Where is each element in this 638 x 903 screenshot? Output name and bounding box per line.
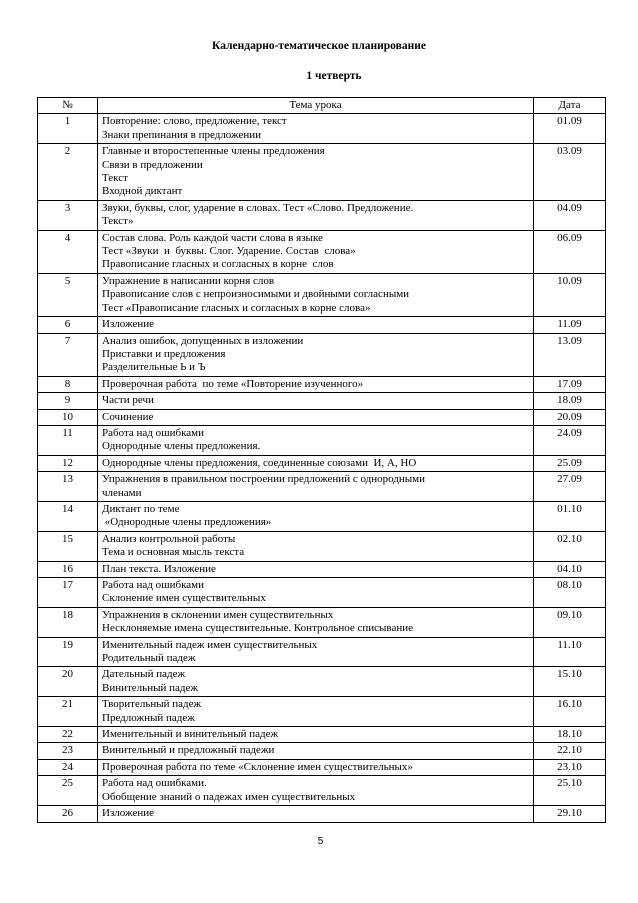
lesson-topic-line: Проверочная работа по теме «Повторение изученного» <box>102 377 364 390</box>
lesson-number: 22 <box>38 727 98 743</box>
lesson-date: 18.10 <box>534 727 606 743</box>
table-row <box>38 531 606 561</box>
lesson-topic-line: Главные и второстепенные члены предложения <box>102 145 325 158</box>
header-number: № <box>38 98 98 114</box>
lesson-number: 7 <box>38 333 98 376</box>
lesson-number: 11 <box>38 425 98 455</box>
lesson-number: 17 <box>38 578 98 608</box>
lesson-date: 16.10 <box>534 697 606 727</box>
lesson-number: 12 <box>38 455 98 471</box>
lesson-topic-line: членами <box>102 486 142 499</box>
lesson-date: 18.09 <box>534 393 606 409</box>
table-row <box>38 200 606 230</box>
table-row <box>38 317 606 333</box>
lesson-number: 9 <box>38 393 98 409</box>
lesson-date: 25.10 <box>534 776 606 806</box>
table-row <box>38 333 606 376</box>
lesson-topic <box>98 409 534 425</box>
lesson-number: 4 <box>38 230 98 273</box>
lesson-topic <box>98 776 534 806</box>
lesson-topic <box>98 273 534 316</box>
lesson-date: 11.10 <box>534 637 606 667</box>
table-row <box>38 114 606 144</box>
lesson-topic-line: Работа над ошибками. <box>102 777 207 790</box>
table-row <box>38 455 606 471</box>
lesson-number: 14 <box>38 501 98 531</box>
lesson-topic-line: Родительный падеж <box>102 652 196 665</box>
table-row <box>38 727 606 743</box>
lesson-number: 25 <box>38 776 98 806</box>
lesson-topic-line: Приставки и предложения <box>102 347 226 360</box>
lesson-number: 2 <box>38 144 98 201</box>
lesson-number: 13 <box>38 472 98 502</box>
lesson-topic <box>98 333 534 376</box>
lesson-number: 24 <box>38 759 98 775</box>
table-row <box>38 637 606 667</box>
lesson-date: 02.10 <box>534 531 606 561</box>
lesson-topic-line: Диктант по теме <box>102 502 180 515</box>
lesson-topic-line: Несклоняемые имена существительные. Контрольное списывание <box>102 622 414 635</box>
table-row <box>38 697 606 727</box>
lesson-number: 18 <box>38 607 98 637</box>
table-row <box>38 561 606 577</box>
lesson-date: 04.09 <box>534 200 606 230</box>
lesson-date: 06.09 <box>534 230 606 273</box>
lesson-topic-line: Упражнения в склонении имен существительных <box>102 608 334 621</box>
lesson-topic-line: «Однородные члены предложения» <box>102 516 272 529</box>
table-row <box>38 607 606 637</box>
page-number: 5 <box>317 836 324 847</box>
lesson-topic <box>98 607 534 637</box>
lesson-date: 20.09 <box>534 409 606 425</box>
table-header-row <box>38 98 606 114</box>
lesson-topic <box>98 743 534 759</box>
table-row <box>38 743 606 759</box>
lesson-topic-line: Склонение имен существительных <box>102 592 266 605</box>
lesson-topic-line: План текста. Изложение <box>102 562 216 575</box>
lesson-topic <box>98 561 534 577</box>
table-row <box>38 409 606 425</box>
lesson-topic-line: Входной диктант <box>102 185 183 198</box>
lesson-topic-line: Тест «Звуки и буквы. Слог. Ударение. Состав слова» <box>102 245 356 258</box>
table-row <box>38 393 606 409</box>
lesson-topic-line: Анализ ошибок, допущенных в изложении <box>102 334 304 347</box>
lesson-topic-line: Состав слова. Роль каждой части слова в языке <box>102 231 323 244</box>
lesson-topic <box>98 425 534 455</box>
lesson-topic <box>98 697 534 727</box>
lesson-topic-line: Текст <box>102 172 128 185</box>
lesson-date: 15.10 <box>534 667 606 697</box>
lesson-topic-line: Повторение: слово, предложение, текст <box>102 115 287 128</box>
table-row <box>38 776 606 806</box>
lesson-number: 23 <box>38 743 98 759</box>
lesson-topic <box>98 200 534 230</box>
lesson-topic-line: Связи в предложении <box>102 158 203 171</box>
lesson-topic <box>98 531 534 561</box>
lesson-number: 20 <box>38 667 98 697</box>
lesson-date: 01.10 <box>534 501 606 531</box>
lesson-topic <box>98 501 534 531</box>
lesson-topic-line: Знаки препинания в предложении <box>102 128 262 141</box>
table-row <box>38 230 606 273</box>
lesson-topic <box>98 455 534 471</box>
lesson-number: 19 <box>38 637 98 667</box>
lesson-topic <box>98 376 534 392</box>
lesson-date: 17.09 <box>534 376 606 392</box>
table-row <box>38 501 606 531</box>
lesson-number: 16 <box>38 561 98 577</box>
lesson-topic-line: Изложение <box>102 318 154 331</box>
table-row <box>38 578 606 608</box>
table-row <box>38 376 606 392</box>
lesson-number: 5 <box>38 273 98 316</box>
header-date: Дата <box>534 98 606 114</box>
lesson-date: 04.10 <box>534 561 606 577</box>
lesson-topic <box>98 317 534 333</box>
lesson-topic <box>98 759 534 775</box>
lesson-topic-line: Текст» <box>102 215 134 228</box>
lesson-topic-line: Части речи <box>102 394 154 407</box>
table-row <box>38 759 606 775</box>
lesson-topic <box>98 230 534 273</box>
lesson-topic <box>98 637 534 667</box>
lesson-date: 08.10 <box>534 578 606 608</box>
lesson-topic-line: Однородные члены предложения, соединенные союзами И, А, НО <box>102 456 417 469</box>
lesson-number: 15 <box>38 531 98 561</box>
lesson-topic-line: Винительный и предложный падежи <box>102 744 275 757</box>
lesson-date: 22.10 <box>534 743 606 759</box>
lesson-topic-line: Сочинение <box>102 410 154 423</box>
lesson-topic-line: Работа над ошибками <box>102 426 205 439</box>
lesson-number: 1 <box>38 114 98 144</box>
lesson-date: 09.10 <box>534 607 606 637</box>
lesson-topic-line: Именительный падеж имен существительных <box>102 638 318 651</box>
lesson-topic-line: Разделительные Ь и Ъ <box>102 361 206 374</box>
lesson-number: 6 <box>38 317 98 333</box>
lesson-date: 13.09 <box>534 333 606 376</box>
lesson-topic-line: Дательный падеж <box>102 668 186 681</box>
table-row <box>38 806 606 822</box>
lesson-topic <box>98 144 534 201</box>
lesson-topic <box>98 727 534 743</box>
lesson-number: 8 <box>38 376 98 392</box>
table-body <box>38 114 606 822</box>
lesson-topic <box>98 667 534 697</box>
lesson-topic <box>98 472 534 502</box>
lesson-date: 23.10 <box>534 759 606 775</box>
lesson-topic-line: Упражнение в написании корня слов <box>102 274 275 287</box>
table-row <box>38 144 606 201</box>
lesson-topic-line: Работа над ошибками <box>102 579 205 591</box>
lesson-date: 25.09 <box>534 455 606 471</box>
document-title: Календарно-тематическое планирование <box>212 40 426 52</box>
lesson-topic <box>98 114 534 144</box>
lesson-date: 24.09 <box>534 425 606 455</box>
lesson-topic-line: Упражнения в правильном построении предложений с однородными <box>102 473 426 486</box>
lesson-topic-line: Правописание слов с непроизносимыми и двойными согласными <box>102 288 410 301</box>
lesson-topic-line: Проверочная работа по теме «Склонение имен существительных» <box>102 760 413 773</box>
lesson-date: 10.09 <box>534 273 606 316</box>
lesson-number: 10 <box>38 409 98 425</box>
lesson-date: 11.09 <box>534 317 606 333</box>
lesson-topic-line: Предложный падеж <box>102 711 195 724</box>
quarter-subtitle: 1 четверть <box>306 70 362 82</box>
lesson-topic-line: Тест «Правописание гласных и согласных в корне слова» <box>102 301 371 314</box>
lesson-topic-line: Именительный и винительный падеж <box>102 728 279 741</box>
lesson-topic-line: Правописание гласных и согласных в корне слов <box>102 258 334 271</box>
lesson-topic <box>98 806 534 822</box>
lesson-topic-line: Звуки, буквы, слог, ударение в словах. Тест «Слово. Предложение. <box>102 201 414 214</box>
lesson-topic-line: Творительный падеж <box>102 698 202 711</box>
table-row <box>38 667 606 697</box>
table-row <box>38 425 606 455</box>
lesson-topic-line: Анализ контрольной работы <box>102 532 236 545</box>
lesson-topic-line: Обобщение знаний о падежах имен существительных <box>102 790 356 803</box>
lesson-number: 21 <box>38 697 98 727</box>
table-row <box>38 472 606 502</box>
lesson-plan-table <box>37 97 606 823</box>
lesson-topic <box>98 578 534 608</box>
lesson-topic-line: Тема и основная мысль текста <box>102 546 245 559</box>
lesson-date: 03.09 <box>534 144 606 201</box>
lesson-date: 01.09 <box>534 114 606 144</box>
lesson-date: 27.09 <box>534 472 606 502</box>
lesson-number: 3 <box>38 200 98 230</box>
table-row <box>38 273 606 316</box>
lesson-date: 29.10 <box>534 806 606 822</box>
header-topic: Тема урока <box>98 98 534 114</box>
lesson-topic-line: Однородные члены предложения. <box>102 440 261 453</box>
lesson-number: 26 <box>38 806 98 822</box>
lesson-topic-line: Винительный падеж <box>102 681 198 694</box>
lesson-topic <box>98 393 534 409</box>
lesson-topic-line: Изложение <box>102 807 154 820</box>
